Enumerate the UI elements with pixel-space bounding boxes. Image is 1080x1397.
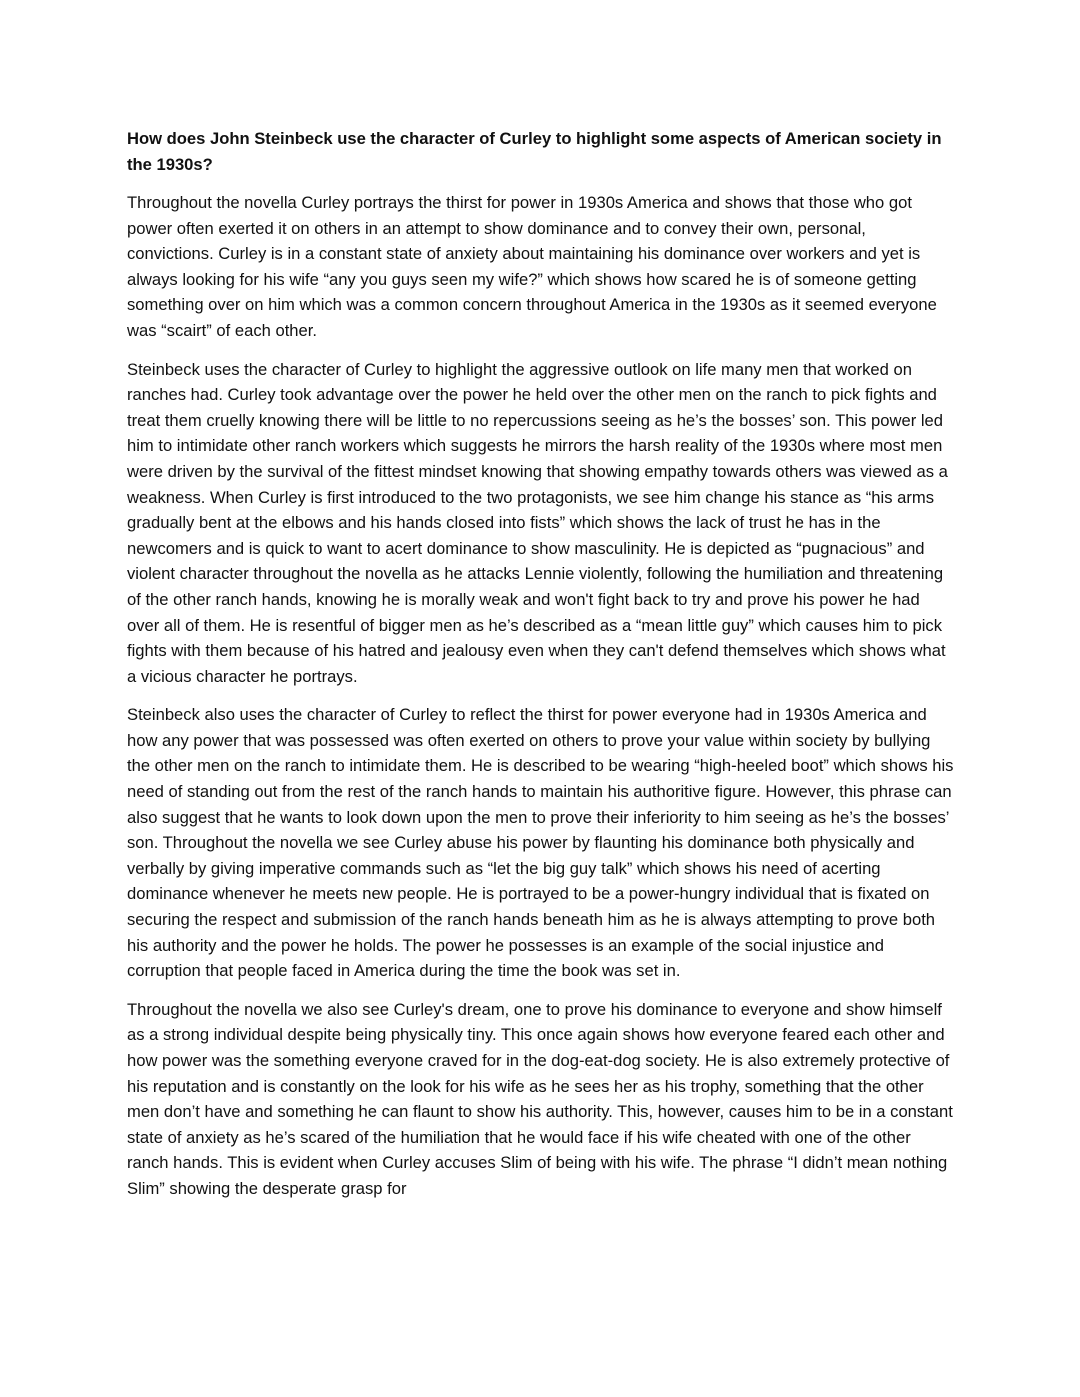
essay-paragraph-1: Throughout the novella Curley portrays the thirst for power in 1930s America and shows that those who got power often exerted it on others in an attempt to show dominance and to convey their own, personal, convictions. Curley is in a constant state of anxiety about maintaining his dominance over workers and yet is always looking for his wife “any you guys seen my wife?” which shows how scared he is of someone getting something over on him which was a common concern throughout America in the 1930s as it seemed everyone was “scairt” of each other.	[127, 193, 937, 340]
essay-question-heading: How does John Steinbeck use the character of Curley to highlight some aspects of American society in the 1930s?	[127, 129, 942, 174]
essay-paragraph-2: Steinbeck uses the character of Curley to highlight the aggressive outlook on life many men that worked on ranches had. Curley took advantage over the power he held over the other men on the ranch to pick fights and treat them cruelly knowing there will be little to no repercussions seeing as he’s the bosses’ son. This power led him to intimidate other ranch workers which suggests he mirrors the harsh reality of the 1930s where most men were driven by the survival of the fittest mindset knowing that showing empathy towards others was viewed as a weakness. When Curley is first introduced to the two protagonists, we see him change his stance as “his arms gradually bent at the elbows and his hands closed into fists” which shows the lack of trust he has in the newcomers and is quick to want to acert dominance to show masculinity. He is depicted as “pugnacious” and violent character throughout the novella as he attacks Lennie violently, following the humiliation and threatening of the other ranch hands, knowing he is morally weak and won't fight back to try and prove his power he had over all of them. He is resentful of bigger men as he’s described as a “mean little guy” which causes him to pick fights with them because of his hatred and jealousy even when they can't defend themselves which shows what a vicious character he portrays.	[127, 359, 948, 686]
essay-paragraph-4: Throughout the novella we also see Curley's dream, one to prove his dominance to everyone and show himself as a strong individual despite being physically tiny. This once again shows how everyone feared each other and how power was the something everyone craved for in the dog-eat-dog society. He is also extremely protective of his reputation and is constantly on the look for his wife as he sees her as his trophy, something that the other men don’t have and something he can flaunt to show his authority. This, however, causes him to be in a constant state of anxiety as he’s scared of the humiliation that he would face if his wife cheated with one of the other ranch hands. This is evident when Curley accuses Slim of being with his wife. The phrase “I didn’t mean nothing Slim” showing the desperate grasp for	[127, 999, 953, 1198]
essay-body	[127, 126, 955, 1215]
essay-paragraph-3: Steinbeck also uses the character of Curley to reflect the thirst for power everyone had in 1930s America and how any power that was possessed was often exerted on others to prove your value within society by bullying the other men on the ranch to intimidate them. He is described to be wearing “high-heeled boot” which shows his need of standing out from the rest of the ranch hands to maintain his authoritive figure. However, this phrase can also suggest that he wants to look down upon the men to prove their inferiority to him seeing as he’s the bosses’ son. Throughout the novella we see Curley abuse his power by flaunting his dominance both physically and verbally by giving imperative commands such as “let the big guy talk” which shows his need of acerting dominance whenever he meets new people. He is portrayed to be a power-hungry individual that is fixated on securing the respect and submission of the ranch hands beneath him as he is always attempting to prove both his authority and the power he holds. The power he possesses is an example of the social injustice and corruption that people faced in America during the time the book was set in.	[127, 705, 954, 981]
